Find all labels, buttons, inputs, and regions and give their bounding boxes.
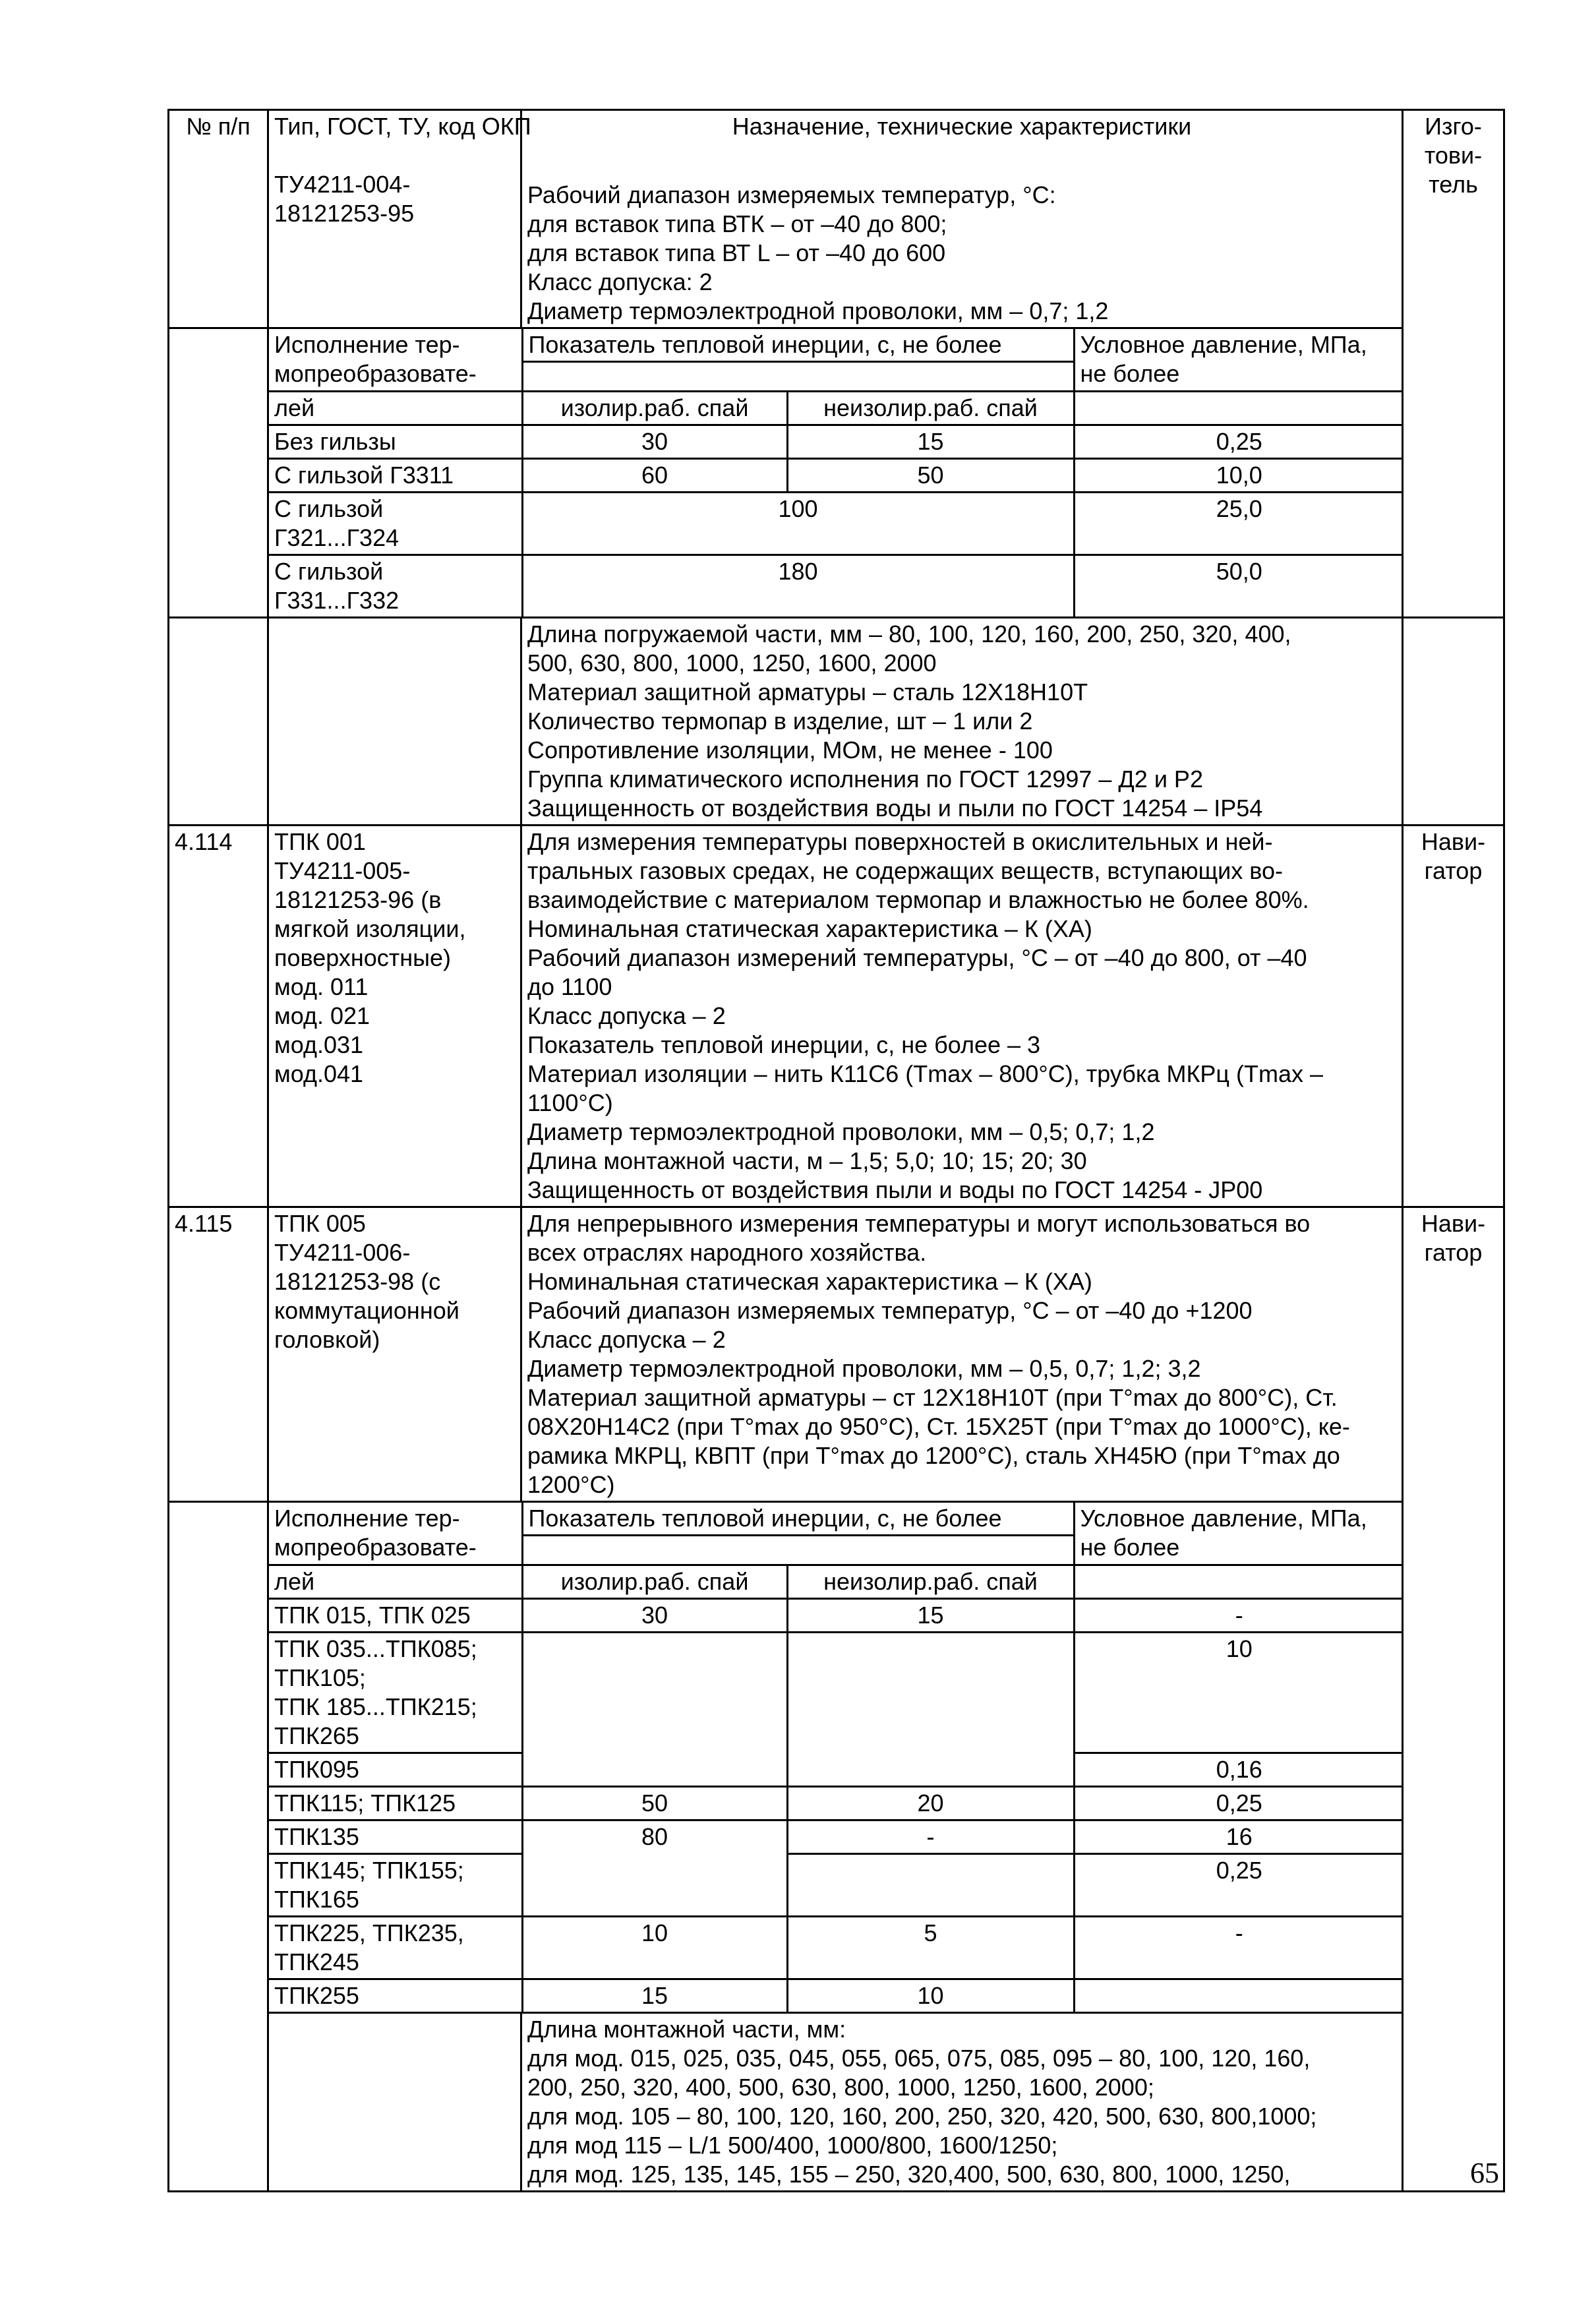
table-row: ТПК095 0,16 — [269, 1753, 1404, 1787]
noniso-header: неизолир.раб. спай — [787, 392, 1074, 425]
block1-subtable-cell — [268, 328, 1403, 618]
inertia-header: Показатель тепловой инерции, с, не более — [522, 1503, 1074, 1536]
pressure-header: Условное давление, МПа, не более — [1074, 329, 1404, 392]
block3-tail: Длина монтажной части, мм: для мод. 015, 025, 035, 045, 055, 065, 075, 085, 095 – 80, 100, 120, 160, 200, 250, 320, 400, 500, 630, 800, 1000, 1250, 1600, 2000; для мод. 105 – 80, 100, 120, 160, 200, 250, 320, 420, 500, 630, 800,1000; для мод 115 – L/1 500/400, 1000/800, 1600/1250; для мод. 125, 135, 145, 155 – 250, 320,400, 500, 630, 800, 1000, 1250, — [521, 2013, 1403, 2192]
iso-header: изолир.раб. спай — [522, 1565, 787, 1599]
block1-subtable-row — [169, 328, 1504, 618]
exec-header: Исполнение тер- мопреобразовате- — [269, 329, 522, 392]
block2-type: ТПК 001 ТУ4211-005- 18121253-96 (в мягкой изоляции, поверхностные) мод. 011 мод. 021 мод.031 мод.041 — [268, 826, 521, 1207]
block3-row — [169, 1207, 1504, 1502]
block1-tail-row — [169, 618, 1504, 826]
iso-header: изолир.раб. спай — [522, 392, 787, 425]
block3-desc: Для непрерывного измерения температуры и могут использоваться во всех отраслях народного хозяйства. Номинальная статическая характеристика – К (ХА) Рабочий диапазон измеряемых температур, °С – от –40 до +1200 Класс допуска – 2 Диаметр термоэлектродной проволоки, мм – 0,5, 0,7; 1,2; 3,2 Материал защитной арматуры – ст 12Х18Н10Т (при T°max до 800°С), Ст. 08Х20Н14С2 (при T°max до 950°С), Ст. 15Х25Т (при T°max до 1000°С), ке- рамика МКРЦ, КВПТ (при T°max до 1200°С), сталь ХН45Ю (при T°max до 1200°С) — [521, 1207, 1403, 1502]
block2-row — [169, 826, 1504, 1207]
table-row: ТПК 035...ТПК085; ТПК105; ТПК 185...ТПК215; ТПК265 10 — [269, 1633, 1404, 1753]
block3-num: 4.115 — [169, 1207, 268, 1502]
table-row: ТПК115; ТПК125 50 20 0,25 — [269, 1787, 1404, 1820]
block3-subtable: Исполнение тер- мопреобразовате- Показатель тепловой инерции, с, не более Условное давление, МПа, не более лей изолир.раб. спай неизолир.раб. спай ТПК 015, ТПК 025 30 15 - ТПК 035...ТПК085; ТПК105; ТПК 185...ТПК215; ТПК265 10 ТПК095 0,16 ТПК115; ТПК125 50 20 0,25 ТПК135 80 - 16 ТПК145; ТПК155; ТПК165 0,25 ТПК225, ТПК235, ТПК245 10 5 - ТПК255 15 10 — [269, 1503, 1404, 2012]
table-row: С гильзой Г3311 60 50 10,0 — [269, 459, 1404, 493]
block1-subtable — [269, 329, 1404, 616]
noniso-header: неизолир.раб. спай — [787, 1565, 1074, 1599]
block3-subtable-cell — [268, 1502, 1403, 2013]
table-row: С гильзой Г331...Г332 180 50,0 — [269, 555, 1404, 617]
header-type: Тип, ГОСТ, ТУ, код ОКП ТУ4211-004- 18121253-95 — [268, 110, 521, 328]
exec-header-tail: лей — [269, 392, 522, 425]
header-desc: Назначение, технические характеристики Рабочий диапазон измеряемых температур, °С: для вставок типа ВТК – от –40 до 800; для вставок типа ВТ L – от –40 до 600 Класс допуска: 2 Диаметр термоэлектродной проволоки, мм – 0,7; 1,2 — [521, 110, 1403, 328]
table-row: С гильзой Г321...Г324 100 25,0 — [269, 493, 1404, 555]
table-row: ТПК 015, ТПК 025 30 15 - — [269, 1599, 1404, 1633]
block2-desc: Для измерения температуры поверхностей в окислительных и ней- тральных газовых средах, не содержащих веществ, вступающих во- взаимодействие с материалом термопар и влажностью не более 80%. Номинальная статическая характеристика – К (ХА) Рабочий диапазон измерений температуры, °С – от –40 до 800, от –40 до 1100 Класс допуска – 2 Показатель тепловой инерции, с, не более – 3 Материал изоляции – нить К11С6 (Tmax – 800°С), трубка МКРц (Tmax – 1100°С) Диаметр термоэлектродной проволоки, мм – 0,5; 0,7; 1,2 Длина монтажной части, м – 1,5; 5,0; 10; 15; 20; 30 Защищенность от воздействия пыли и воды по ГОСТ 14254 - JP00 — [521, 826, 1403, 1207]
block3-maker: Нави- гатор — [1403, 1207, 1504, 2192]
table-row: ТПК145; ТПК155; ТПК165 0,25 — [269, 1854, 1404, 1917]
exec-header: Исполнение тер- мопреобразовате- — [269, 1503, 522, 1565]
table-row: ТПК135 80 - 16 — [269, 1820, 1404, 1854]
block2-num: 4.114 — [169, 826, 268, 1207]
table-row: Без гильзы 30 15 0,25 — [269, 425, 1404, 459]
block1-tail: Длина погружаемой части, мм – 80, 100, 120, 160, 200, 250, 320, 400, 500, 630, 800, 1000, 1250, 1600, 2000 Материал защитной арматуры – сталь 12Х18Н10Т Количество термопар в изделие, шт – 1 или 2 Сопротивление изоляции, МОм, не менее - 100 Группа климатического исполнения по ГОСТ 12997 – Д2 и Р2 Защищенность от воздействия воды и пыли по ГОСТ 14254 – IP54 — [521, 618, 1403, 826]
block3-type: ТПК 005 ТУ4211-006- 18121253-98 (с коммутационной головкой) — [268, 1207, 521, 1502]
characteristics-table — [167, 109, 1505, 2192]
block3-subtable-row — [169, 1502, 1504, 2013]
pressure-header: Условное давление, МПа, не более — [1074, 1503, 1404, 1565]
block1-empty-num — [169, 328, 268, 618]
page-number: 65 — [1470, 2157, 1499, 2189]
table-row: ТПК225, ТПК235, ТПК245 10 5 - — [269, 1917, 1404, 1979]
block2-maker: Нави- гатор — [1403, 826, 1504, 1207]
table-header-row — [169, 110, 1504, 328]
header-maker: Изго-тови-тель — [1403, 110, 1504, 618]
block3-tail-row — [169, 2013, 1504, 2192]
header-num: № п/п — [169, 110, 268, 328]
table-row: ТПК255 15 10 — [269, 1979, 1404, 2012]
block1-desc: Рабочий диапазон измеряемых температур, °С: для вставок типа ВТК – от –40 до 800; для вставок типа ВТ L – от –40 до 600 Класс допуска: 2 Диаметр термоэлектродной проволоки, мм – 0,7; 1,2 — [527, 181, 1109, 324]
inertia-header: Показатель тепловой инерции, с, не более — [522, 329, 1074, 362]
